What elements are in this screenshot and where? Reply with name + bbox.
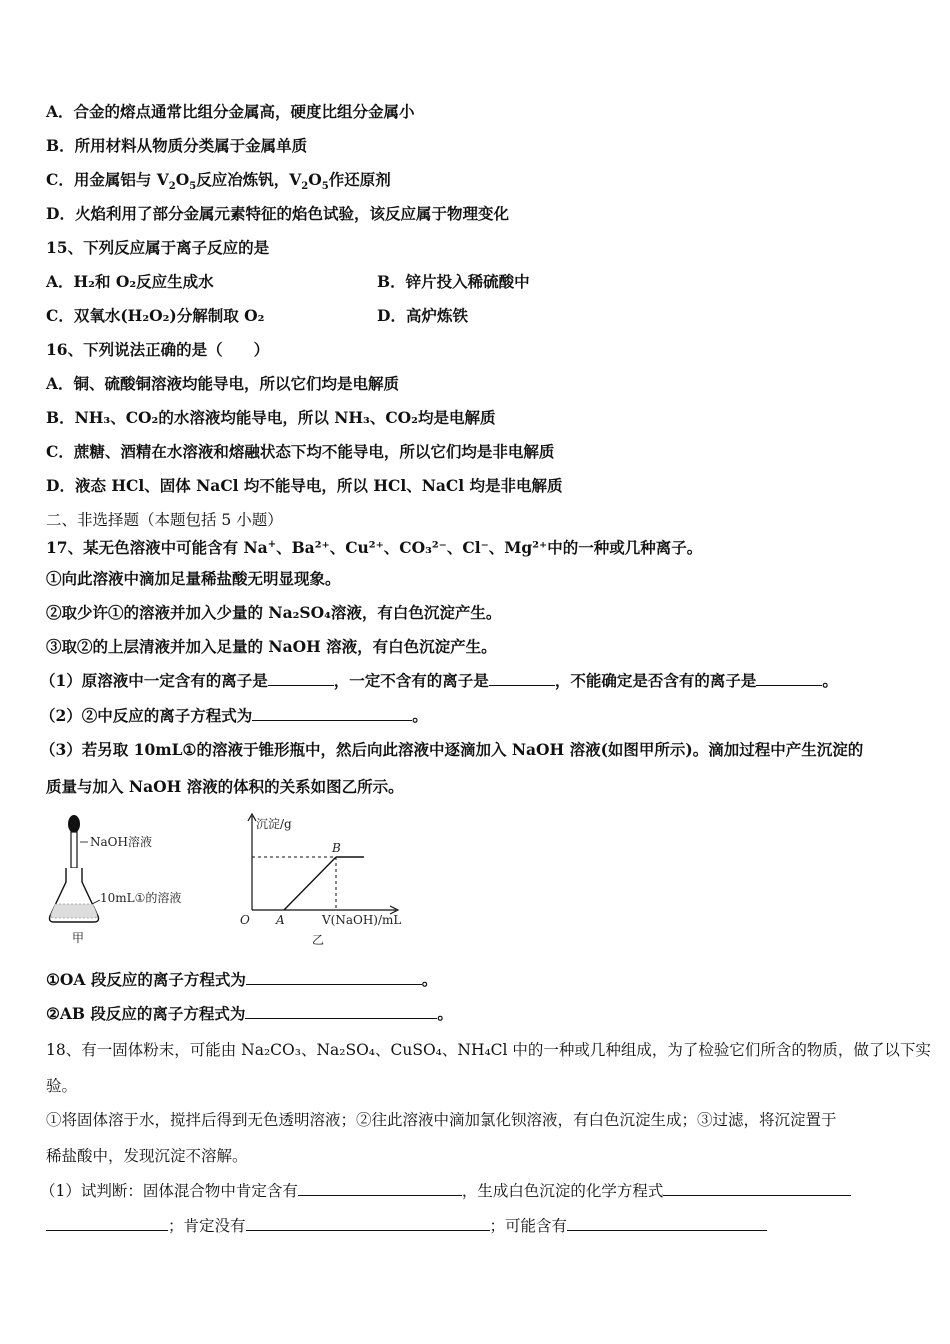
- figure-jia: [44, 810, 204, 950]
- q17-p2-label: （2）②中反应的离子方程式为: [40, 706, 253, 725]
- q17-oa-label: ①OA 段反应的离子方程式为: [46, 970, 246, 989]
- q15-stem: 15、下列反应属于离子反应的是: [46, 238, 270, 257]
- q17-p1-blank2[interactable]: [489, 671, 555, 686]
- q14-c-part1: C．用金属铝与 V: [46, 170, 169, 189]
- q18-p1-label-a: （1）试判断：固体混合物中肯定含有: [40, 1182, 298, 1200]
- q17-part2: [40, 706, 428, 726]
- q17-p1-blank1[interactable]: [268, 671, 334, 686]
- q16-option-a: A．铜、硫酸铜溶液均能导电，所以它们均是电解质: [46, 374, 400, 393]
- q17-oa: [46, 970, 437, 990]
- q18-line4: 稀盐酸中，发现沉淀不溶解。: [46, 1147, 248, 1165]
- q17-p1-label-a: （1）原溶液中一定含有的离子是: [40, 671, 268, 690]
- q17-ab: [46, 1004, 453, 1024]
- q14-option-c: C．用金属铝与 $V_2O_5$反应冶炼钒，$V_2O_5$作还原剂: [46, 170, 391, 193]
- q18-p1-blank1[interactable]: [298, 1181, 462, 1196]
- q17-p2-blank[interactable]: [252, 706, 412, 721]
- q18-part1-cont: [46, 1216, 767, 1236]
- q17-p1-label-d: 。: [822, 671, 838, 690]
- q18-p1-label-b: ，生成白色沉淀的化学方程式: [461, 1182, 664, 1200]
- q18-part1: [40, 1181, 851, 1201]
- q17-step3: ③取②的上层清液并加入足量的 NaOH 溶液，有白色沉淀产生。: [46, 637, 497, 656]
- q17-oa-end: 。: [421, 970, 438, 989]
- q17-ab-end: 。: [437, 1004, 453, 1023]
- q14-option-a: [46, 102, 415, 122]
- yi-xlabel: V(NaOH)/mL: [322, 913, 402, 927]
- section-heading: 二、非选择题（本题包括 5 小题）: [46, 511, 283, 529]
- q18-p1-blank4[interactable]: [567, 1216, 767, 1231]
- q17-part3-line1: （3）若另取 10mL①的溶液于锥形瓶中，然后向此溶液中逐滴加入 NaOH 溶液(如图甲所示)。滴加过程中产生沉淀的: [40, 740, 864, 759]
- yi-ylabel: 沉淀/g: [256, 817, 292, 831]
- q14-option-d-text: D．火焰利用了部分金属元素特征的焰色试验，该反应属于物理变化: [46, 204, 509, 223]
- q18-p1-label-c: ；肯定没有: [168, 1217, 246, 1235]
- q17-step2: ②取少许①的溶液并加入少量的 Na₂SO₄溶液，有白色沉淀产生。: [46, 603, 502, 622]
- q14-c-part3: 反应冶炼钒，V: [196, 170, 302, 189]
- q14-option-d: [46, 204, 509, 224]
- q18-p1-label-d: ；可能含有: [489, 1217, 568, 1235]
- q15-option-a: A．H₂和 O₂反应生成水: [46, 272, 214, 291]
- q15-option-b: B．锌片投入稀硫酸中: [377, 272, 530, 291]
- dropper-bulb: [68, 815, 80, 833]
- q16-option-d: D．液态 HCl、固体 NaCl 均不能导电，所以 HCl、NaCl 均是非电解质: [46, 476, 563, 495]
- q17-ab-label: ②AB 段反应的离子方程式为: [46, 1004, 246, 1023]
- q14-option-a-text: A．合金的熔点通常比组分金属高，硬度比组分金属小: [46, 102, 415, 121]
- q16-option-c: C．蔗糖、酒精在水溶液和熔融状态下均不能导电，所以它们均是非电解质: [46, 442, 555, 461]
- q14-option-b-text: B．所用材料从物质分类属于金属单质: [46, 136, 308, 155]
- yi-point-a: A: [276, 913, 285, 927]
- q15-option-c: C．双氧水(H₂O₂)分解制取 O₂: [46, 306, 265, 325]
- q17-p1-label-c: ，不能确定是否含有的离子是: [554, 671, 757, 690]
- yi-origin: O: [240, 913, 250, 927]
- q15-option-d: D．高炉炼铁: [377, 306, 468, 325]
- q17-step1: ①向此溶液中滴加足量稀盐酸无明显现象。: [46, 569, 341, 588]
- q14-c-part4: 作还原剂: [328, 170, 391, 189]
- q18-line1: 18、有一固体粉末，可能由 Na₂CO₃、Na₂SO₄、CuSO₄、NH₄Cl 中的一种或几种组成，为了检验它们所含的物质，做了以下实: [46, 1041, 931, 1059]
- q17-p2-end: 。: [412, 706, 428, 725]
- flask-liquid: [51, 904, 97, 918]
- q18-line2: 验。: [46, 1077, 78, 1095]
- q15-options-row1: [46, 272, 530, 292]
- q17-stem-pre: 17、某无色溶液中可能含有 Na: [46, 538, 268, 558]
- yi-caption: 乙: [312, 933, 325, 947]
- figure-yi: [236, 812, 416, 952]
- jia-caption: 甲: [72, 931, 85, 945]
- q17-stem-post: 中的一种或几种离子。: [547, 538, 703, 558]
- yi-point-b: B: [332, 841, 341, 855]
- q17-stem-ions: 、Ba²⁺、Cu²⁺、CO₃²⁻、Cl⁻、Mg²⁺: [276, 538, 548, 558]
- q18-p1-blank3[interactable]: [246, 1216, 490, 1231]
- q17-p1-label-b: ，一定不含有的离子是: [333, 671, 489, 690]
- q16-stem: 16、下列说法正确的是（ ）: [46, 340, 270, 359]
- q15-options-row2: [46, 306, 468, 326]
- q17-stem: 17、某无色溶液中可能含有 Na+、Ba²⁺、Cu²⁺、CO₃²⁻、Cl⁻、Mg²⁺中的一种或几种离子。: [46, 538, 703, 558]
- q18-p1-blank2-cont[interactable]: [46, 1216, 168, 1231]
- q18-p1-blank2[interactable]: [663, 1181, 851, 1196]
- q17-ab-blank[interactable]: [245, 1004, 437, 1019]
- yi-line-ab: [284, 857, 336, 910]
- q14-option-b: [46, 136, 307, 156]
- q14-c-part2: O: [175, 170, 190, 189]
- q17-part1: [40, 671, 838, 691]
- q17-part3-line2: 质量与加入 NaOH 溶液的体积的关系如图乙所示。: [46, 777, 404, 796]
- dropper-tube: [71, 832, 77, 868]
- q18-line3: ①将固体溶于水，搅拌后得到无色透明溶液；②往此溶液中滴加氯化钡溶液，有白色沉淀生成；③过滤，将沉淀置于: [46, 1111, 837, 1129]
- q17-oa-blank[interactable]: [246, 970, 422, 985]
- jia-label-naoh: NaOH溶液: [90, 835, 152, 849]
- q17-p1-blank3[interactable]: [756, 671, 822, 686]
- jia-label-solution: 10mL①的溶液: [100, 891, 182, 905]
- q16-option-b: B．NH₃、CO₂的水溶液均能导电，所以 NH₃、CO₂均是电解质: [46, 408, 496, 427]
